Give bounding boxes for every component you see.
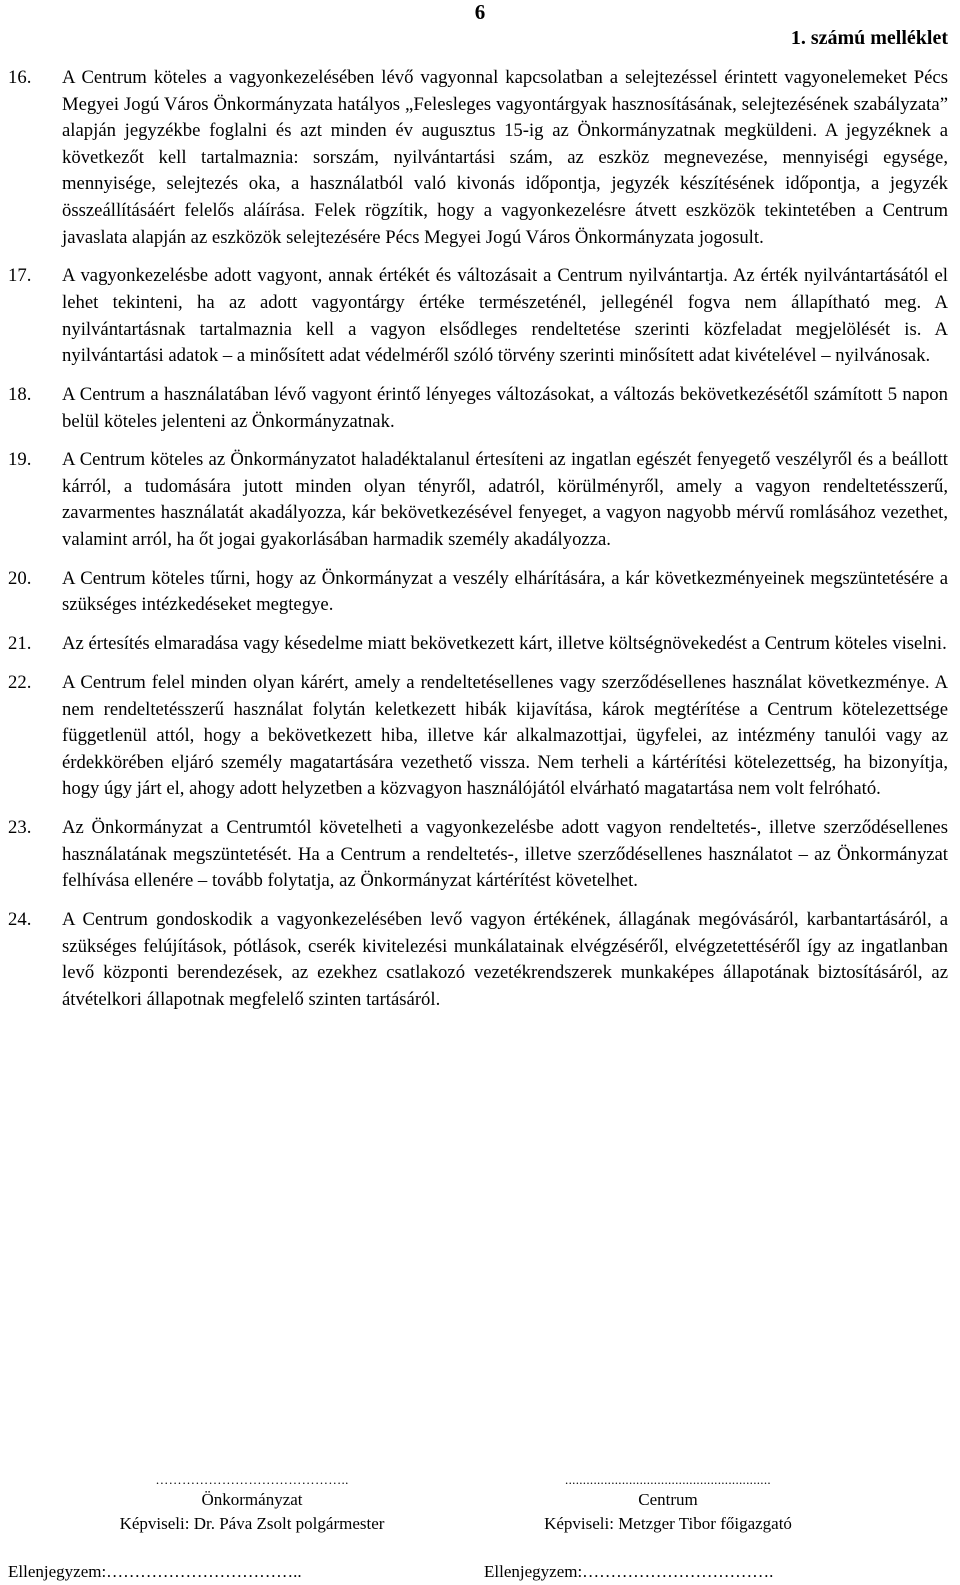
paragraph-text: Az értesítés elmaradása vagy késedelme miatt bekövetkezett kárt, illetve költségnövekedést a Centrum köteles viselni. — [62, 633, 947, 655]
paragraph-number: 23. — [8, 817, 32, 839]
signature-line: .......................................................... — [565, 1472, 771, 1487]
paragraph-20 — [8, 566, 948, 619]
paragraph-23 — [8, 815, 948, 895]
signatory-representative: Képviseli: Metzger Tibor főigazgató — [544, 1514, 792, 1533]
paragraph-number: 21. — [8, 633, 32, 655]
paragraph-text: A Centrum felel minden olyan kárért, amely a rendeltetésellenes vagy szerződésellenes használat következménye. A nem rendeltetésszerű használat folytán keletkezett hibák kijavítása, károk megtérítése a Centrum kötelezettsége függetlenül attól, hogy a bekövetkezett hiba, illetve kár alkalmazottjai, ügyfelei, az intézmény tanulói vagy az érdekkörében eljáró személy magatartására vezethető vissza. Nem terheli a kártérítési kötelezettség, ha bizonyítja, hogy úgy járt el, ahogy adott helyzetben a közvagyon használójától elvárható magatartása nem volt felróható. — [62, 672, 948, 800]
signature-centrum — [478, 1473, 858, 1536]
contract-body — [8, 65, 948, 1026]
paragraph-text: Az Önkormányzat a Centrumtól követelheti a vagyonkezelésbe adott vagyon rendeltetés-, illetve szerződésellenes használatának megszüntetését. Ha a Centrum a rendeltetés-, illetve szerződésellenes használatot – az Önkormányzat felhívása ellenére – tovább folytatja, az Önkormányzat kártérítést követelhet. — [62, 817, 948, 892]
paragraph-22 — [8, 670, 948, 803]
annex-label: 1. számú melléklet — [790, 27, 948, 49]
paragraph-text: A Centrum a használatában lévő vagyont érintő lényeges változásokat, a változás bekövetkezésétől számított 5 napon belül köteles jelenteni az Önkormányzatnak. — [62, 383, 948, 432]
paragraph-19 — [8, 447, 948, 553]
page-number: 6 — [474, 0, 486, 24]
paragraph-number: 18. — [8, 383, 32, 405]
paragraph-text: A Centrum köteles az Önkormányzatot haladéktalanul értesíteni az ingatlan egészét fenyegető veszélyről és a beállott kárról, a tudomására jutott minden olyan tényről, adatról, körülményről, amely a vagyon rendeltetésszerű, zavarmentes használatát akadályozza, kár bekövetkezésével fenyeget, a vagyon nagyobb mérvű romlásához vezethet, valamint arról, ha őt jogai gyakorlásában harmadik személy akadályozza. — [62, 449, 948, 551]
paragraph-number: 16. — [8, 67, 32, 88]
paragraph-number: 17. — [8, 265, 32, 287]
signatory-party: Önkormányzat — [201, 1490, 303, 1509]
paragraph-17 — [8, 263, 948, 369]
paragraph-text: A Centrum gondoskodik a vagyonkezelésében levő vagyon értékének, állagának megóvásáról, karbantartásáról, a szükséges felújítások, pótlások, cserék kivitelezési munkálatainak elvégzéséről, elvégzetettéséről így az ingatlanban levő központi berendezések, az ezekhez csatlakozó vezetékrendszerek munkaképes állapotának biztosításáról, az átvételkori állapotnak megfelelő szinten tartásáról. — [62, 909, 948, 1010]
paragraph-number: 22. — [8, 672, 32, 693]
paragraph-text: A vagyonkezelésbe adott vagyont, annak értékét és változásait a Centrum nyilvántartja. Az érték nyilvántartásától el lehet tekinteni, ha az adott vagyontárgy értéke természeténél, jellegénél fogva nem állapítható meg. A nyilvántartásnak tartalmaznia kell a vagyon elsődleges rendeltetése szerinti közfeladat megjelölését is. A nyilvántartási adatok – a minősített adat védelméről szóló törvény szerinti minősített adat kivételével – nyilvánosak. — [62, 265, 948, 367]
signature-municipality — [72, 1473, 432, 1536]
paragraph-18 — [8, 382, 948, 435]
paragraph-21 — [8, 631, 948, 658]
signatory-party: Centrum — [638, 1490, 698, 1509]
paragraph-24 — [8, 907, 948, 1013]
paragraph-number: 20. — [8, 567, 32, 589]
countersign-left: Ellenjegyzem:…………………………….. — [8, 1562, 302, 1581]
paragraph-16 — [8, 65, 948, 251]
paragraph-number: 24. — [8, 909, 32, 931]
paragraph-number: 19. — [8, 449, 32, 471]
signature-line: …………………………………….. — [155, 1472, 349, 1487]
paragraph-text: A Centrum köteles tűrni, hogy az Önkormányzat a veszély elhárítására, a kár következményeinek megszüntetésére a szükséges intézkedéseket megtegye. — [62, 567, 948, 616]
signatory-representative: Képviseli: Dr. Páva Zsolt polgármester — [119, 1514, 385, 1533]
countersign-right: Ellenjegyzem:……………………………. — [484, 1562, 774, 1581]
paragraph-text: A Centrum köteles a vagyonkezelésében lévő vagyonnal kapcsolatban a selejtezéssel érintett vagyonelemeket Pécs Megyei Jogú Város Önkormányzata hatályos „Felesleges vagyontárgyak hasznosításának, selejtezésének szabályzata” alapján jegyzékbe foglalni és azt minden év augusztus 15-ig az Önkormányzatnak megküldeni. A jegyzéknek a következőt kell tartalmaznia: sorszám, nyilvántartási szám, az eszköz megnevezése, mennyiségi egysége, mennyisége, selejtezés oka, a használatból való kivonás időpontja, jegyzék készítésének időpontja, a jegyzék összeállításáért felelős aláírása. Felek rögzítik, hogy a vagyonkezelésre átvett eszközök tekintetében a Centrum javaslata alapján az eszközök selejtezésére Pécs Megyei Jogú Város Önkormányzata jogosult. — [62, 67, 948, 248]
